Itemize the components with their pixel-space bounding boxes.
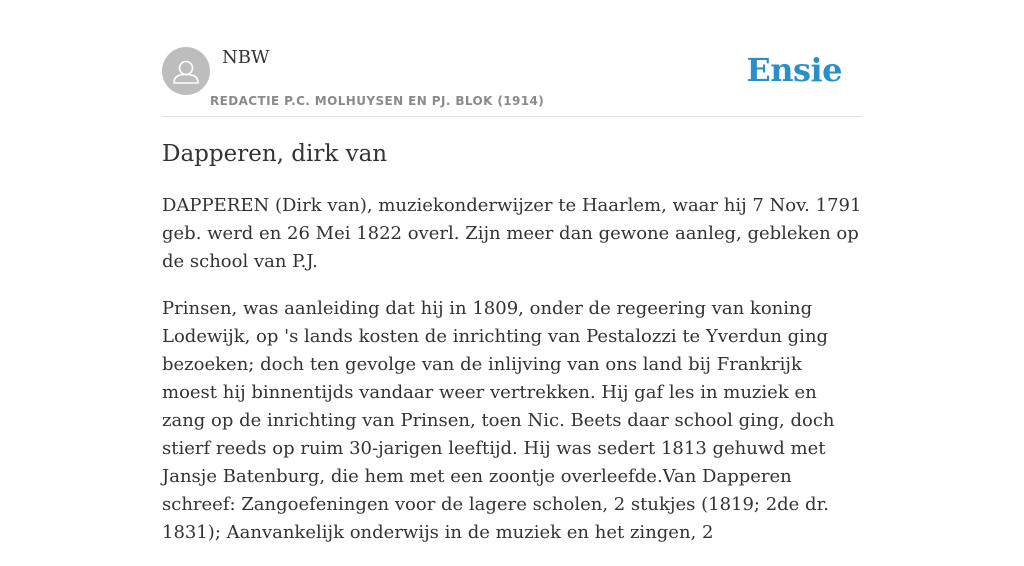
author-avatar[interactable]	[162, 47, 210, 95]
article-body	[162, 192, 862, 566]
article-header	[162, 0, 862, 117]
source-label: REDACTIE P.C. MOLHUYSEN EN PJ. BLOK (1914)	[210, 94, 545, 108]
author-name[interactable]: NBW	[222, 47, 270, 68]
article-paragraph: Prinsen, was aanleiding dat hij in 1809, onder de regeering van koning Lodewijk, op 's lands kosten de inrichting van Pestalozzi te Yverdun ging bezoeken; doch ten gevolge van de inlijving van ons land bij Frankrijk moest hij binnentijds vandaar weer vertrekken. Hij gaf les in muziek en zang op de inrichting van Prinsen, toen Nic. Beets daar school ging, doch stierf reeds op ruim 30-jarigen leeftijd. Hij was sedert 1813 gehuwd met Jansje Batenburg, die hem met een zoontje overleefde.Van Dapperen schreef: Zangoefeningen voor de lagere scholen, 2 stukjes (1819; 2de dr. 1831); Aanvankelijk onderwijs in de muziek en het zingen, 2	[162, 298, 835, 543]
article-title: Dapperen, dirk van	[162, 141, 388, 167]
ensie-logo[interactable]: Ensie	[746, 51, 842, 89]
article-paragraph: DAPPEREN (Dirk van), muziekonderwijzer te Haarlem, waar hij 7 Nov. 1791 geb. werd en 26 Mei 1822 overl. Zijn meer dan gewone aanleg, gebleken op de school van P.J.	[162, 195, 862, 272]
user-icon	[162, 47, 210, 95]
